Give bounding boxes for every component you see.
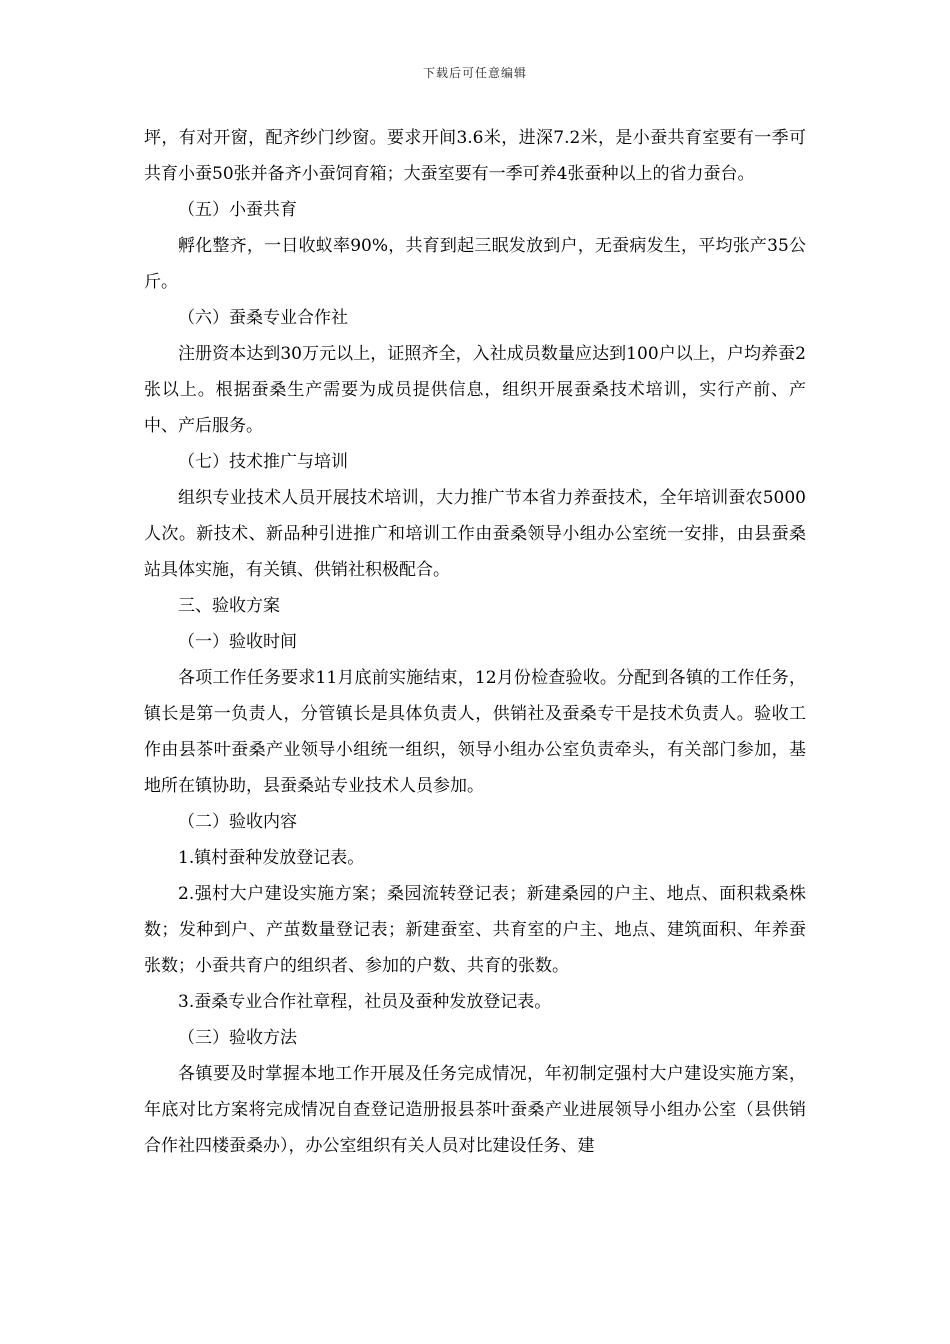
document-body xyxy=(144,120,806,1164)
paragraph: 各镇要及时掌握本地工作开展及任务完成情况，年初制定强村大户建设实施方案，年底对比方案将完成情况自查登记造册报县茶叶蚕桑产业进展领导小组办公室（县供销合作社四楼蚕桑办），办公室组织有关人员对比建设任务、建 xyxy=(144,1064,806,1156)
list-item: 1.镇村蚕种发放登记表。 xyxy=(178,848,365,868)
paragraph: 组织专业技术人员开展技术培训，大力推广节本省力养蚕技术，全年培训蚕农5000人次。新技术、新品种引进推广和培训工作由蚕桑领导小组办公室统一安排，由县蚕桑站具体实施，有关镇、供销社积极配合。 xyxy=(144,488,806,580)
section-heading: （五）小蚕共育 xyxy=(178,200,297,220)
list-item: 2.强村大户建设实施方案；桑园流转登记表；新建桑园的户主、地点、面积栽桑株数；发种到户、产茧数量登记表；新建蚕室、共育室的户主、地点、建筑面积、年养蚕张数；小蚕共育户的组织者、参加的户数、共育的张数。 xyxy=(144,884,806,976)
section-heading: （六）蚕桑专业合作社 xyxy=(178,308,348,328)
section-heading: （一）验收时间 xyxy=(178,632,297,652)
chapter-heading: 三、验收方案 xyxy=(178,596,280,616)
page-header: 下载后可任意编辑 xyxy=(422,66,527,80)
section-heading: （七）技术推广与培训 xyxy=(178,452,348,472)
paragraph: 坪，有对开窗，配齐纱门纱窗。要求开间3.6米，进深7.2米，是小蚕共育室要有一季可共育小蚕50张并备齐小蚕饲育箱；大蚕室要有一季可养4张蚕种以上的省力蚕台。 xyxy=(144,128,806,184)
paragraph: 注册资本达到30万元以上，证照齐全，入社成员数量应达到100户以上，户均养蚕2张以上。根据蚕桑生产需要为成员提供信息，组织开展蚕桑技术培训，实行产前、产中、产后服务。 xyxy=(144,344,806,436)
paragraph: 各项工作任务要求11月底前实施结束，12月份检查验收。分配到各镇的工作任务，镇长是第一负责人，分管镇长是具体负责人，供销社及蚕桑专干是技术负责人。验收工作由县茶叶蚕桑产业领导小组统一组织，领导小组办公室负责牵头，有关部门参加，基地所在镇协助，县蚕桑站专业技术人员参加。 xyxy=(144,668,806,796)
section-heading: （二）验收内容 xyxy=(178,812,297,832)
list-item: 3.蚕桑专业合作社章程，社员及蚕种发放登记表。 xyxy=(178,992,552,1012)
paragraph: 孵化整齐，一日收蚁率90%，共育到起三眠发放到户，无蚕病发生，平均张产35公斤。 xyxy=(144,236,806,292)
section-heading: （三）验收方法 xyxy=(178,1028,297,1048)
